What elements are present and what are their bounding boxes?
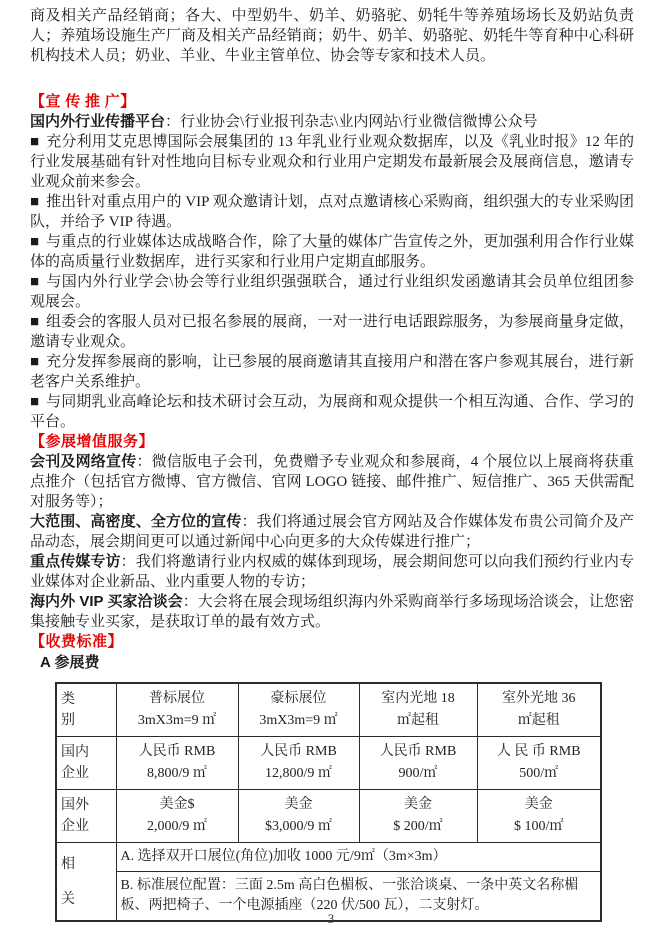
promotion-bullet bbox=[30, 392, 634, 432]
section-header-promotion: 【宣 传 推 广】 bbox=[30, 94, 136, 110]
service-item bbox=[30, 552, 634, 592]
header-cell-standard-booth: 普标展位 3mX3m=9 ㎡ bbox=[116, 683, 238, 737]
platform-rest: ：行业协会\行业报刊杂志\业内网站\行业微信微博公众号 bbox=[165, 114, 538, 130]
square-bullet-icon: ■ bbox=[30, 274, 40, 290]
service-lead: 会刊及网络宣传 bbox=[30, 453, 137, 470]
service-text: ：大会将在展会现场组织海内外采购商举行多场现场洽谈会，让您密集接触专业买家，是获取订单的最有效方式。 bbox=[30, 594, 634, 630]
row-label-domestic: 国内 企业 bbox=[56, 737, 116, 790]
bullet-text: 组委会的客服人员对已报名参展的展商，一对一进行电话跟踪服务，为参展商量身定做，邀请专业观众。 bbox=[30, 314, 634, 350]
price-cell: 人民币 RMB 12,800/9 ㎡ bbox=[238, 737, 359, 790]
promotion-bullet bbox=[30, 352, 634, 392]
bullet-text: 推出针对重点用户的 VIP 观众邀请计划，点对点邀请核心采购商，组织强大的专业采购团队，并给予 VIP 待遇。 bbox=[30, 194, 634, 230]
table-row-foreign bbox=[56, 790, 601, 843]
square-bullet-icon: ■ bbox=[30, 234, 40, 250]
square-bullet-icon: ■ bbox=[30, 134, 40, 150]
price-cell: 人民币 RMB 8,800/9 ㎡ bbox=[116, 737, 238, 790]
square-bullet-icon: ■ bbox=[30, 394, 40, 410]
service-item bbox=[30, 452, 634, 512]
note-b-cell: B. 标准展位配置：三面 2.5m 高白色楣板、一张洽谈桌、一条中英文名称楣板、两把椅子、一个电源插座（220 伏/500 瓦），二支射灯。 bbox=[116, 872, 601, 922]
section-header-services: 【参展增值服务】 bbox=[30, 434, 155, 450]
platform-line bbox=[30, 112, 634, 132]
service-text: ：我们将通过展会官方网站及合作媒体发布贵公司简介及产品动态，展会期间更可以通过新闻中心向更多的大众传媒进行推广； bbox=[30, 514, 634, 550]
bullet-text: 与同期乳业高峰论坛和技术研讨会互动，为展商和观众提供一个相互沟通、合作、学习的平台。 bbox=[30, 394, 634, 430]
table-row-note-a bbox=[56, 843, 601, 872]
row-label-foreign: 国外 企业 bbox=[56, 790, 116, 843]
square-bullet-icon: ■ bbox=[30, 354, 40, 370]
fees-table bbox=[55, 682, 602, 922]
page-number: 3 bbox=[327, 911, 335, 926]
price-cell: 人民币 RMB 900/㎡ bbox=[359, 737, 477, 790]
price-cell: 美金 $ 200/㎡ bbox=[359, 790, 477, 843]
price-cell: 美金$ 2,000/9 ㎡ bbox=[116, 790, 238, 843]
service-lead: 重点传媒专访 bbox=[30, 553, 121, 570]
promotion-bullet bbox=[30, 132, 634, 192]
table-header-row bbox=[56, 683, 601, 737]
bullet-text: 与国内外行业学会\协会等行业组织强强联合，通过行业组织发函邀请其会员单位组团参观展会。 bbox=[30, 274, 635, 310]
service-item bbox=[30, 592, 634, 632]
table-row-domestic bbox=[56, 737, 601, 790]
bullet-text: 充分利用艾克思博国际会展集团的 13 年乳业行业观众数据库，以及《乳业时报》12 年的行业发展基础有针对性地向目标专业观众和行业用户定期发布最新展会及展商信息，邀请专业观众前来参会。 bbox=[30, 134, 634, 190]
header-cell-category: 类 别 bbox=[56, 683, 116, 737]
service-text: ：我们将邀请行业内权威的媒体到现场，展会期间您可以向我们预约行业内专业媒体对企业新品、业内重要人物的专访； bbox=[30, 554, 634, 590]
square-bullet-icon: ■ bbox=[30, 194, 40, 210]
promotion-bullet bbox=[30, 192, 634, 232]
price-cell: 美金 $3,000/9 ㎡ bbox=[238, 790, 359, 843]
row-label-related: 相 关 bbox=[56, 843, 116, 922]
promotion-bullet bbox=[30, 232, 634, 272]
fees-subtitle: A 参展费 bbox=[40, 654, 100, 671]
square-bullet-icon: ■ bbox=[30, 314, 40, 330]
service-text: ：微信版电子会刊，免费赠予专业观众和参展商，4 个展位以上展商将获重点推介（包括官方微博、官方微信、官网 LOGO 链接、邮件推广、短信推广、365 天供需配对服务等）； bbox=[30, 454, 634, 510]
bullet-text: 与重点的行业媒体达成战略合作，除了大量的媒体广告宣传之外，更加强利用合作行业媒体的高质量行业数据库，进行买家和行业用户定期直邮服务。 bbox=[30, 234, 634, 270]
platform-lead: 国内外行业传播平台 bbox=[30, 113, 166, 130]
promotion-bullet bbox=[30, 272, 634, 312]
bullet-text: 充分发挥参展商的影响，让已参展的展商邀请其直接用户和潜在客户参观其展台，进行新老客户关系维护。 bbox=[30, 354, 634, 390]
note-a-cell: A. 选择双开口展位(角位)加收 1000 元/9㎡（3m×3m） bbox=[116, 843, 601, 872]
section-header-fees: 【收费标准】 bbox=[30, 634, 124, 650]
promotion-bullet bbox=[30, 312, 634, 352]
service-lead: 海内外 VIP 买家洽谈会 bbox=[30, 593, 183, 610]
header-cell-outdoor-space: 室外光地 36 ㎡起租 bbox=[477, 683, 601, 737]
price-cell: 人 民 币 RMB 500/㎡ bbox=[477, 737, 601, 790]
intro-paragraph: 商及相关产品经销商；各大、中型奶牛、奶羊、奶骆驼、奶牦牛等养殖场场长及奶站负责人；养殖场设施生产厂商及相关产品经销商；奶牛、奶羊、奶骆驼、奶牦牛等育种中心科研机构技术人员；奶业、羊业、牛业主管单位、协会等专家和技术人员。 bbox=[30, 8, 634, 64]
service-lead: 大范围、高密度、全方位的宣传 bbox=[30, 513, 242, 530]
header-cell-deluxe-booth: 豪标展位 3mX3m=9 ㎡ bbox=[238, 683, 359, 737]
service-item bbox=[30, 512, 634, 552]
price-cell: 美金 $ 100/㎡ bbox=[477, 790, 601, 843]
header-cell-indoor-space: 室内光地 18 ㎡起租 bbox=[359, 683, 477, 737]
